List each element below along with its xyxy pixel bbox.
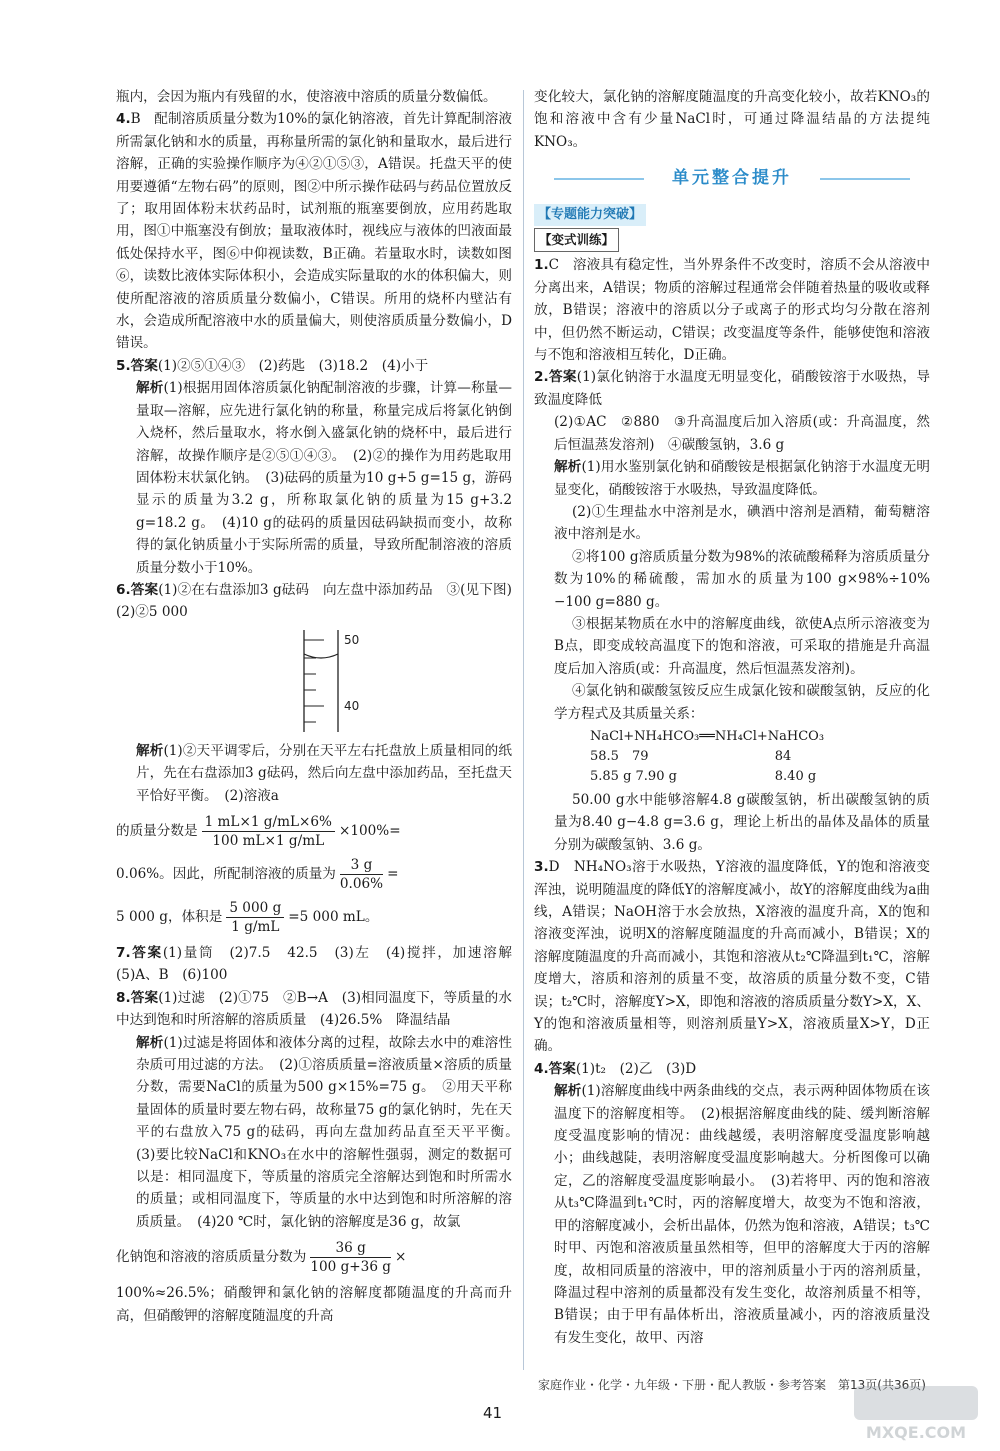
paragraph: 瓶内，会因为瓶内有残留的水，使溶液中溶质的质量分数偏低。 bbox=[116, 89, 497, 105]
question-8-answer bbox=[116, 987, 512, 1032]
numerator: 36 g bbox=[310, 1239, 391, 1258]
answer-label: 答案 bbox=[130, 989, 159, 1006]
paragraph: 变化较大，氯化钠的溶解度随温度的升高变化较小，故若KNO₃的饱和溶液中含有少量NaCl时，可通过降温结晶的方法提纯KNO₃。 bbox=[534, 89, 930, 150]
graduated-cylinder-diagram bbox=[294, 628, 374, 734]
question-text: B 配制溶质质量分数为10%的氯化钠溶液，首先计算配制溶液所需氯化钠和水的质量，再称量所需的氯化钠和量取水，最后进行溶解，正确的实验操作顺序为④②①⑤③，A错误。托盘天平的使用要遵循“左物右码”的原则，图②中所示操作砝码与药品位置放反了；取用固体粉末状药品时，试剂瓶的瓶塞要倒放，应用药匙取用，图①中瓶塞没有倒放；量取液体时，视线应与液体的凹液面最低处保持水平，图⑥中仰视读数，B正确。若量取水时，读数如图⑥，读数比液体实际体积小，会造成实际量取的水的体积偏大，则使所配溶液的溶质质量分数偏小，C错误。所用的烧杯内壁沾有水，会造成所配溶液中水的质量偏大，则使溶质质量分数偏小，D错误。 bbox=[116, 111, 512, 352]
explanation-label: 解析 bbox=[554, 1083, 582, 1100]
numerator: 3 g bbox=[340, 856, 383, 875]
question-text: C 溶液具有稳定性，当外界条件不改变时，溶质不会从溶液中分离出来，A错误；物质的溶解过程通常会伴随着热量的吸收或释放，B错误；溶液中的溶质以分子或离子的形式均匀分散在溶剂中，但仍然不断运动，C错误；改变温度等条件，能够使饱和溶液与不饱和溶液相互转化，D正确。 bbox=[534, 257, 930, 364]
answer-text: (1)量筒 (2)7.5 42.5 (3)左 (4)搅拌，加速溶解 (5)A、B (6)100 bbox=[116, 944, 526, 984]
answer-text: (1)过滤 (2)①75 ②B→A (3)相同温度下，等质量的水中达到饱和时所溶解的溶质质量 (4)26.5% 降温结晶 bbox=[116, 989, 512, 1029]
equation-suffix: =5 000 mL。 bbox=[288, 908, 379, 925]
question-number: 2. bbox=[534, 369, 549, 386]
question-number: 8. bbox=[116, 989, 131, 1006]
question-number: 5. bbox=[116, 357, 131, 374]
exercise-tag-label: 【变式训练】 bbox=[534, 228, 619, 252]
equation-line bbox=[116, 1239, 512, 1276]
answer-label: 答案 bbox=[130, 581, 159, 598]
right-column bbox=[534, 86, 930, 1349]
question-6-answer bbox=[116, 579, 526, 624]
equation-mass: 5.85 g 7.90 g bbox=[590, 768, 677, 784]
chemical-equation bbox=[590, 727, 836, 787]
section-title: 单元整合提升 bbox=[534, 167, 930, 189]
answer-label: 答案 bbox=[548, 369, 577, 386]
page-footer: 家庭作业・化学・九年级・下册・配人教版・参考答案 第13页(共36页) bbox=[538, 1378, 926, 1392]
watermark-logo bbox=[846, 1380, 986, 1444]
question-number: 4. bbox=[534, 1060, 549, 1077]
fraction bbox=[202, 813, 335, 850]
fraction bbox=[340, 856, 383, 893]
explanation-text: (1)根据用固体溶质氯化钠配制溶液的步骤，计算—称量—量取—溶解，应先进行氯化钠的称量，称量完成后将氯化钠倒入烧杯，然后量取水，将水倒入盛氯化钠的烧杯中，最后进行溶解，故操作顺序是②⑤①④③。 (2)②的操作为用药匙取用固体粉末状氯化钠。 (3)砝码的质量为10 g+5 g=15 g，游码显示的质量为3.2 g，所称取氯化钠的质量为15 g+3.2 g=18.2 g。 (4)10 g的砝码的质量因砝码缺损而变小，故称得的氯化钠质量小于实际所需的质量，导致所配制溶液的溶质质量分数小于10%。 bbox=[136, 380, 513, 576]
equation-formula: NaCl+NH₄HCO₃══NH₄Cl+NaHCO₃ bbox=[590, 728, 825, 744]
question-5-answer bbox=[116, 355, 512, 377]
explanation-text: (1)溶解度曲线中两条曲线的交点，表示两种固体物质在该温度下的溶解度相等。 (2)根据溶解度曲线的陡、缓判断溶解度受温度影响的情况：曲线越缓，表明溶解度受温度影响越小；曲线越陡，表明溶解度受温度影响越大。分析图像可以确定，乙的溶解度受温度影响最小。 (3)若将甲、丙的饱和溶液从t₃℃降温到t₁℃时，丙的溶解度增大，故变为不饱和溶液，甲的溶解度减小，会析出晶体，仍然为饱和溶液，A错误；t₃℃时甲、丙饱和溶液质量虽然相等，但甲的溶解度大于丙的溶解度，故相同质量的溶液中，甲的溶剂质量小于丙的溶剂质量，降温过程中溶剂的质量都没有发生变化，故溶剂质量不相等，B错误；由于甲有晶体析出，溶液质量减小，丙的溶液质量没有发生变化，故甲、丙溶 bbox=[554, 1083, 931, 1346]
question-8-explanation bbox=[116, 1032, 526, 1234]
question-number: 7. bbox=[116, 944, 131, 961]
equation-line bbox=[116, 856, 512, 893]
explanation-paragraph: 50.00 g水中能够溶解4.8 g碳酸氢钠，析出碳酸氢钠的质量为8.40 g−4.8 g=3.6 g，理论上析出的晶体及晶体的质量分别为碳酸氢钠、3.6 g。 bbox=[554, 791, 930, 853]
svg-text:MXQE.COM: MXQE.COM bbox=[865, 1423, 967, 1442]
explanation-paragraph: ②将100 g溶质质量分数为98%的浓硫酸稀释为溶质质量分数为10%的稀硫酸，需加水的质量为100 g×98%÷10%−100 g=880 g。 bbox=[554, 548, 930, 610]
answer-text: (1)t₂ (2)乙 (3)D bbox=[575, 1060, 697, 1077]
question-6-explanation bbox=[116, 740, 512, 807]
question-7-answer bbox=[116, 942, 526, 987]
equation-suffix: ×100%= bbox=[338, 822, 401, 839]
fraction bbox=[310, 1239, 391, 1276]
explanation-paragraph: ③根据某物质在水中的溶解度曲线，欲使A点所示溶液变为B点，即变成较高温度下的饱和溶液，可采取的措施是升高温度后加入溶质(或：升高温度，然后恒温蒸发溶剂)。 bbox=[554, 615, 930, 677]
topic-tag-label: 【专题能力突破】 bbox=[534, 204, 646, 226]
explanation-text: (1)过滤是将固体和液体分离的过程，故除去水中的难溶性杂质可用过滤的方法。 (2)①溶质质量=溶液质量×溶质的质量分数，需要NaCl的质量为500 g×15%=75 g。 ②用天平称量固体的质量时要左物右码，故称量75 g的氯化钠时，先在天平的右盘放入75 g的砝码，再向左盘加药品直至天平平衡。 (3)要比较NaCl和KNO₃在水中的溶解性强弱，测定的数据可以是：相同温度下，等质量的溶质完全溶解达到饱和时所需水的质量；或相同温度下，等质量的水中达到饱和时所溶解的溶质质量。 (4)20 ℃时，氯化钠的溶解度是36 g，故氯 bbox=[136, 1034, 526, 1230]
answer-label: 答案 bbox=[548, 1060, 576, 1077]
explanation-label: 解析 bbox=[136, 742, 164, 759]
equation-prefix: 化钠饱和溶液的溶质质量分数为 bbox=[116, 1249, 307, 1266]
paragraph: 100%≈26.5%；硝酸钾和氯化钠的溶解度都随温度的升高而升高，但硝酸钾的溶解度随温度的升高 bbox=[116, 1285, 512, 1324]
exercise-4-answer bbox=[534, 1058, 930, 1080]
explanation-paragraph: (2)①生理盐水中溶剂是水，碘酒中溶剂是酒精，葡萄糖溶液中溶剂是水。 bbox=[554, 503, 930, 543]
question-number: 4. bbox=[116, 111, 131, 128]
equation-prefix: 的质量分数是 bbox=[116, 822, 198, 839]
cylinder-tick-bottom: 40 bbox=[344, 698, 360, 713]
equation-suffix: = bbox=[387, 865, 399, 882]
left-column bbox=[116, 86, 526, 1327]
cylinder-tick-top: 50 bbox=[344, 632, 360, 647]
equation-prefix: 5 000 g，体积是 bbox=[116, 908, 223, 925]
question-text: D NH₄NO₃溶于水吸热，Y溶液的温度降低，Y的饱和溶液变浑浊，说明随温度的降低Y的溶解度减小，故Y的溶解度曲线为a曲线，A错误；NaOH溶于水会放热，X溶液的温度升高，X的饱和溶液变浑浊，说明X的溶解度随温度的升高而减小，B错误；X的溶解度随温度的升高而减小，其饱和溶液从t₂℃降温到t₁℃，溶解度增大，溶质和溶剂的质量不变，故溶质的质量分数不变，C错误；t₂℃时，溶解度Y>X，即饱和溶液的溶质质量分数Y>X，X、Y的饱和溶液质量相等，则溶剂质量Y>X，溶液质量X>Y，D正确。 bbox=[534, 859, 930, 1055]
denominator: 1 g/mL bbox=[231, 918, 280, 935]
explanation-text: (1)用水鉴别氯化钠和硝酸铵是根据氯化钠溶于水温度无明显变化，硝酸铵溶于水吸热，导致温度降低。 bbox=[554, 459, 931, 498]
column-divider bbox=[523, 90, 524, 1370]
denominator: 100 g+36 g bbox=[310, 1259, 391, 1276]
exercise-2-explanation bbox=[534, 456, 930, 501]
topic-tag bbox=[534, 202, 930, 226]
explanation-label: 解析 bbox=[554, 459, 582, 476]
exercise-4-explanation bbox=[534, 1080, 930, 1349]
exercise-2-answer-part-2: (2)①AC ②880 ③升高温度后加入溶质(或：升高温度，然后恒温蒸发溶剂) ④碳酸氢钠，3.6 g bbox=[554, 414, 930, 453]
answer-text: (1)②⑤①④③ (2)药匙 (3)18.2 (4)小于 bbox=[157, 357, 429, 374]
exercise-1 bbox=[534, 254, 930, 366]
answer-label: 答案 bbox=[130, 944, 163, 961]
equation-line bbox=[116, 813, 512, 850]
answer-text: (1)氯化钠溶于水温度无明显变化，硝酸铵溶于水吸热，导致温度降低 bbox=[534, 369, 930, 408]
denominator: 100 mL×1 g/mL bbox=[212, 832, 325, 849]
explanation-text: (1)②天平调零后，分别在天平左右托盘放上质量相同的纸片，先在右盘添加3 g砝码，然后向左盘中添加药品，至托盘天平恰好平衡。 (2)溶液a bbox=[136, 742, 513, 804]
explanation-label: 解析 bbox=[136, 380, 164, 397]
equation-mass: 84 bbox=[774, 748, 792, 764]
equation-mass: 8.40 g bbox=[774, 768, 817, 784]
exercise-3 bbox=[534, 856, 930, 1058]
explanation-paragraph: ④氯化钠和碳酸氢铵反应生成氯化铵和碳酸氢钠，反应的化学方程式及其质量关系： bbox=[554, 683, 930, 722]
numerator: 1 mL×1 g/mL×6% bbox=[202, 813, 335, 832]
page-number: 41 bbox=[483, 1404, 503, 1422]
explanation-label: 解析 bbox=[136, 1034, 164, 1051]
exercise-tag bbox=[534, 226, 930, 254]
equation-mass: 58.5 79 bbox=[590, 748, 649, 764]
denominator: 0.06% bbox=[339, 875, 384, 892]
question-number: 3. bbox=[534, 859, 549, 876]
fraction bbox=[226, 899, 284, 936]
question-5-explanation bbox=[116, 377, 512, 579]
answer-label: 答案 bbox=[130, 357, 158, 374]
answer-text: (1)②在右盘添加3 g砝码 向左盘中添加药品 ③(见下图) (2)②5 000 bbox=[116, 581, 526, 621]
equation-prefix: 0.06%。因此，所配制溶液的质量为 bbox=[116, 865, 336, 882]
numerator: 5 000 g bbox=[226, 899, 284, 918]
question-number: 1. bbox=[534, 257, 549, 274]
equation-line bbox=[116, 899, 512, 936]
exercise-2-answer bbox=[534, 366, 930, 411]
question-number: 6. bbox=[116, 581, 131, 598]
question-4 bbox=[116, 108, 512, 354]
equation-suffix: × bbox=[395, 1249, 407, 1266]
